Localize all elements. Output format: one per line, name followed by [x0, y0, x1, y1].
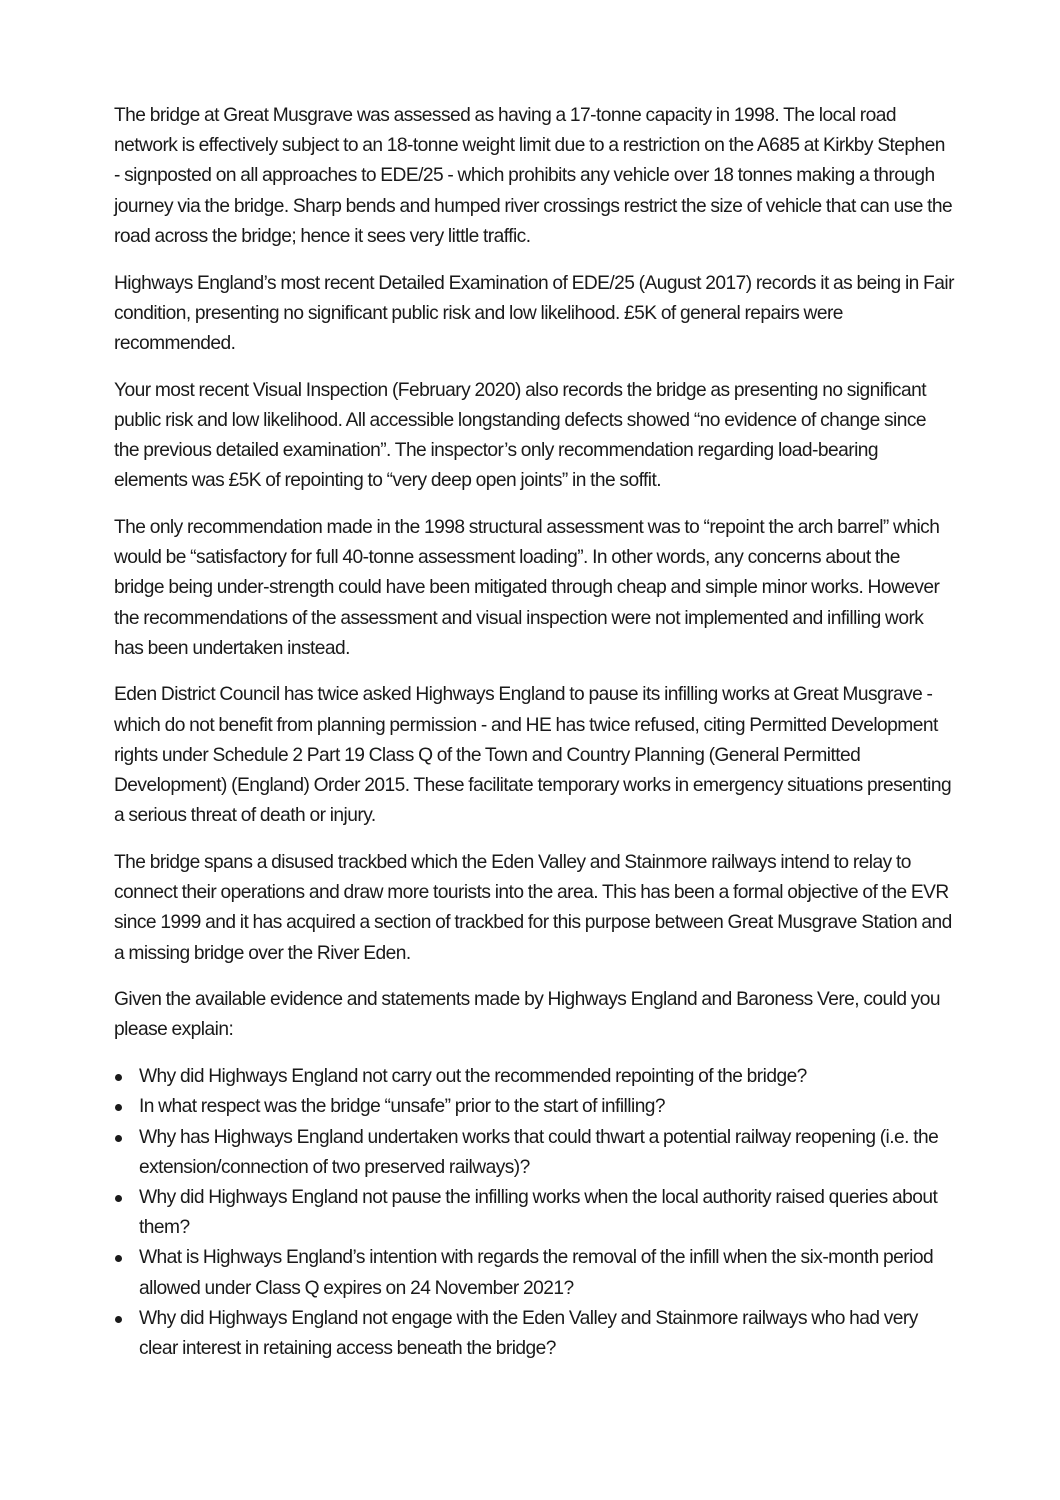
- list-item: [114, 1304, 954, 1364]
- list-item: [114, 1243, 954, 1303]
- questions-list: [114, 1062, 954, 1364]
- question-text: Why did Highways England not engage with the Eden Valley and Stainmore railways who had very clear interest in retaining access beneath the bridge?: [139, 1307, 918, 1360]
- bullet-icon: [115, 1135, 122, 1142]
- question-text: Why did Highways England not pause the infilling works when the local authority raised queries about them?: [139, 1187, 938, 1239]
- list-item: [114, 1062, 954, 1092]
- question-text: In what respect was the bridge “unsafe” prior to the start of infilling?: [139, 1096, 666, 1118]
- document-page: [114, 101, 954, 1364]
- bullet-icon: [115, 1316, 122, 1323]
- list-item: [114, 1183, 954, 1243]
- question-text: Why has Highways England undertaken works that could thwart a potential railway reopening (i.e. the extension/connection of two preserved railways)?: [139, 1126, 939, 1178]
- paragraph-visual-inspection: Your most recent Visual Inspection (February 2020) also records the bridge as presenting no significant public risk and low likelihood. All accessible longstanding defects showed “no evidence of change since the previous detailed examination”. The inspector’s only recommendation regarding load-bearing elements was £5K of repointing to “very deep open joints” in the soffit.: [114, 379, 927, 492]
- question-text: Why did Highways England not carry out the recommended repointing of the bridge?: [139, 1066, 807, 1088]
- bullet-icon: [115, 1195, 122, 1202]
- paragraph-council-requests: Eden District Council has twice asked Highways England to pause its infilling works at Great Musgrave - which do not benefit from planning permission - and HE has twice refused, citing Permitted Development rights under Schedule 2 Part 19 Class Q of the Town and Country Planning (General Permitted Development) (England) Order 2015. These facilitate temporary works in emergency situations presenting a serious threat of death or injury.: [114, 684, 952, 827]
- bullet-icon: [115, 1074, 122, 1081]
- list-item: [114, 1123, 954, 1183]
- paragraph-railway-trackbed: The bridge spans a disused trackbed which the Eden Valley and Stainmore railways intend to relay to connect their operations and draw more tourists into the area. This has been a formal objective of the EVR since 1999 and it has acquired a section of trackbed for this purpose between Great Musgrave Station and a missing bridge over the River Eden.: [114, 851, 952, 964]
- bullet-icon: [115, 1255, 122, 1262]
- paragraph-detailed-examination: Highways England’s most recent Detailed Examination of EDE/25 (August 2017) records it as being in Fair condition, presenting no significant public risk and low likelihood. £5K of general repairs were recommended.: [114, 272, 954, 354]
- list-item: [114, 1092, 954, 1122]
- paragraph-bridge-capacity: The bridge at Great Musgrave was assessed as having a 17-tonne capacity in 1998. The local road network is effectively subject to an 18-tonne weight limit due to a restriction on the A685 at Kirkby Stephen - signposted on all approaches to EDE/25 - which prohibits any vehicle over 18 tonnes making a through journey via the bridge. Sharp bends and humped river crossings restrict the size of vehicle that can use the road across the bridge; hence it sees very little traffic.: [114, 105, 953, 247]
- bullet-icon: [115, 1104, 122, 1111]
- paragraph-structural-assessment: The only recommendation made in the 1998 structural assessment was to “repoint the arch barrel” which would be “satisfactory for full 40-tonne assessment loading”. In other words, any concerns about the bridge being under-strength could have been mitigated through cheap and simple minor works. However the recommendations of the assessment and visual inspection were not implemented and infilling work has been undertaken instead.: [114, 516, 940, 659]
- question-text: What is Highways England’s intention with regards the removal of the infill when the six-month period allowed under Class Q expires on 24 November 2021?: [139, 1247, 934, 1299]
- paragraph-questions-intro: Given the available evidence and statements made by Highways England and Baroness Vere, could you please explain:: [114, 989, 941, 1041]
